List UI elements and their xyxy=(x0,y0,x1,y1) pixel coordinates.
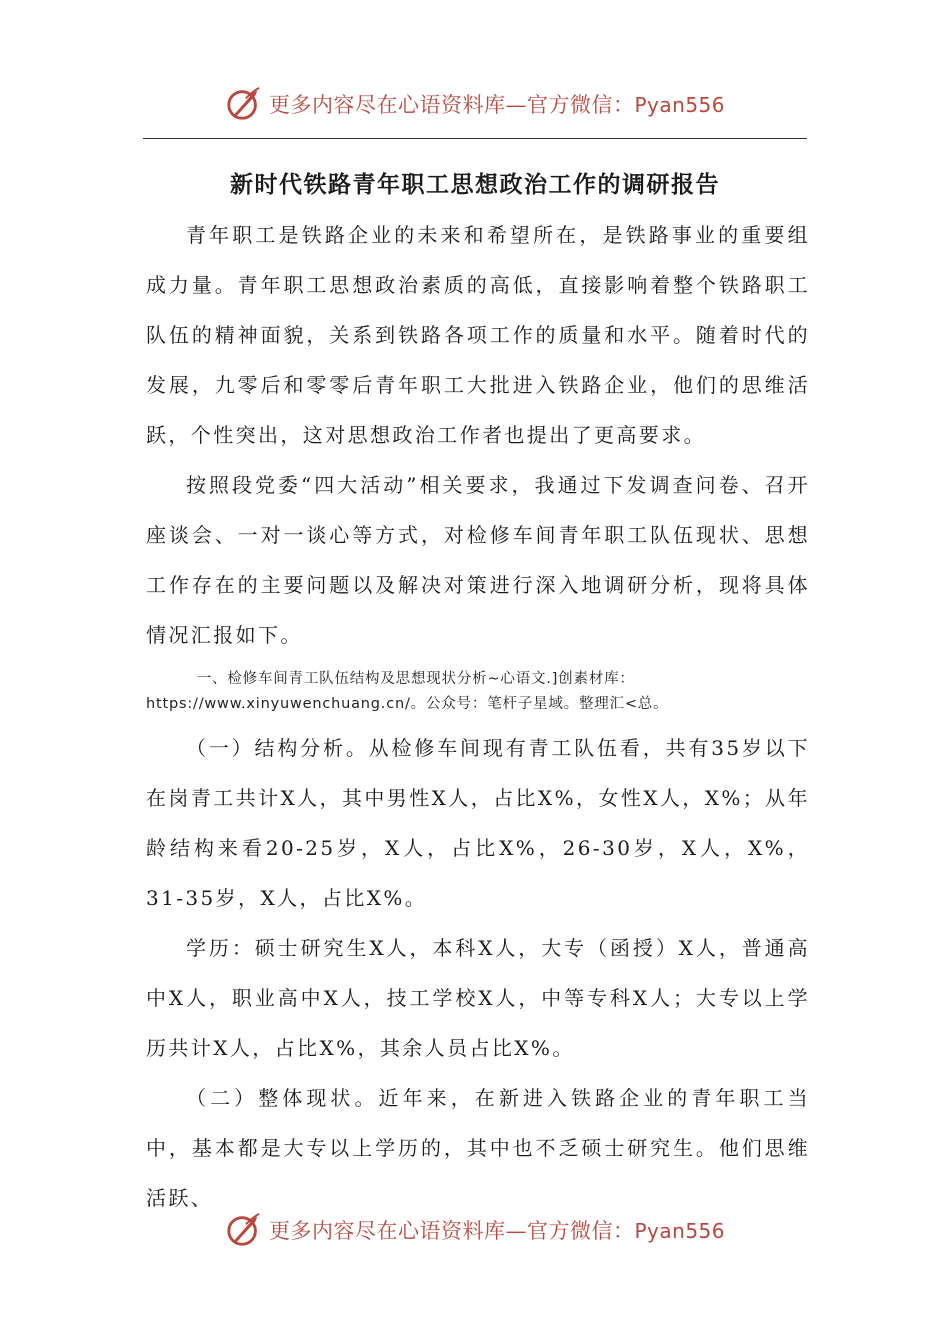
paragraph: （二）整体现状。近年来，在新进入铁路企业的青年职工当中，基本都是大专以上学历的，其中也不乏硕士研究生。他们思维活跃、 xyxy=(146,1086,810,1210)
quill-logo-icon xyxy=(225,1211,263,1249)
document-title: 新时代铁路青年职工思想政治工作的调研报告 xyxy=(230,171,720,198)
header-banner xyxy=(0,82,950,126)
paragraph: 按照段党委“四大活动”相关要求，我通过下发调查问卷、召开座谈会、一对一谈心等方式，对检修车间青年职工队伍现状、思想工作存在的主要问题以及解决对策进行深入地调研分析，现将具体情况汇报如下。 xyxy=(146,473,810,647)
quill-logo-icon xyxy=(225,85,263,123)
document-body xyxy=(146,210,810,1223)
section-heading: 一、检修车间青工队伍结构及思想现状分析~心语文.]创素材库：https://www.xinyuwenchuang.cn/。公众号：笔杆子星域。整理汇<总。 xyxy=(146,671,669,712)
banner-text xyxy=(269,1215,725,1245)
paragraph: （一）结构分析。从检修车间现有青工队伍看，共有35岁以下在岗青工共计X人，其中男性X人，占比X%，女性X人，X%；从年龄结构来看20-25岁，X人，占比X%，26-30岁，X人，X%，31-35岁，X人，占比X%。 xyxy=(146,736,810,910)
paragraph: 学历：硕士研究生X人，本科X人，大专（函授）X人，普通高中X人，职业高中X人，技工学校X人，中等专科X人；大专以上学历共计X人，占比X%，其余人员占比X%。 xyxy=(146,936,810,1060)
header-divider xyxy=(143,138,807,139)
paragraph: 青年职工是铁路企业的未来和希望所在，是铁路事业的重要组成力量。青年职工思想政治素质的高低，直接影响着整个铁路职工队伍的精神面貌，关系到铁路各项工作的质量和水平。随着时代的发展，九零后和零零后青年职工大批进入铁路企业，他们的思维活跃，个性突出，这对思想政治工作者也提出了更高要求。 xyxy=(146,223,810,447)
banner-slogan: 更多内容尽在心语资料库—官方微信： xyxy=(268,93,635,117)
banner-slogan: 更多内容尽在心语资料库—官方微信： xyxy=(268,1219,635,1243)
banner-wechat-id: Pyan556 xyxy=(634,93,725,117)
footer-banner xyxy=(0,1208,950,1252)
banner-text xyxy=(269,89,725,119)
banner-wechat-id: Pyan556 xyxy=(634,1219,725,1243)
